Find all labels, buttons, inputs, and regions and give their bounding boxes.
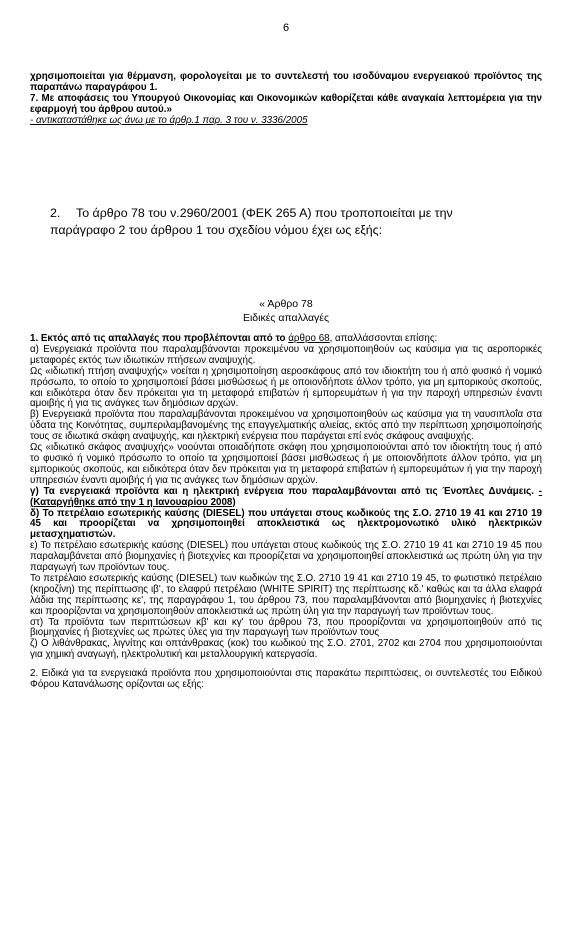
- item-g: ζ) Ο λιθάνθρακας, λιγνίτης και οπτάνθρακας (κοκ) του κωδικού της Σ.Ο. 2701, 2702 και 2704 που χρησιμοποιούνται για χημική αναγωγή, ηλεκτρολυτική και μεταλλουργική κατεργασία.: [30, 638, 542, 661]
- article-body: [30, 334, 542, 691]
- paragraph-7: 7. Με αποφάσεις του Υπουργού Οικονομίας και Οικονομικών καθορίζεται κάθε αναγκαία λεπτομέρεια για την εφαρμογή του άρθρου αυτού.»: [30, 92, 542, 115]
- paragraph-2: 2. Ειδικά για τα ενεργειακά προϊόντα που χρησιμοποιούνται στις παρακάτω περιπτώσεις, οι συντελεστές του Ειδικού Φόρου Κατανάλωσης ορίζονται ως εξής:: [30, 668, 542, 691]
- item-e: ε) Το πετρέλαιο εσωτερικής καύσης (DIESEL) που υπάγεται στους κωδικούς της Σ.Ο. 2710 19 41 και 2710 19 45 που παραλαμβάνεται από βιομηχανίες ή βιοτεχνίες και προορίζεται να χρησιμοποιηθεί αποκλειστικά ως πρώτη ύλη για την παραγωγή των προϊόντων τους.: [30, 540, 542, 574]
- paragraph-6-tail: χρησιμοποιείται για θέρμανση, φορολογείται με το συντελεστή του ισοδύναμου ενεργειακού προϊόντος της παραπάνω παραγράφου 1.: [30, 71, 542, 93]
- intro-paragraph: [50, 205, 520, 239]
- previous-article-tail: [30, 72, 542, 127]
- item-a-definition: Ως «ιδιωτική πτήση αναψυχής» νοείται η χρησιμοποίηση αεροσκάφους από τον ιδιοκτήτη του ή από φυσικό ή νομικό πρόσωπο, το οποίο το χρησιμοποιεί βάσει μισθώσεως ή με οποιονδήποτε άλλον τρόπο, για μη εμπορικούς σκοπούς, και ειδικότερα όταν δεν πρόκειται για τη μεταφορά επιβατών ή εμπορευμάτων ή για την παροχή υπηρεσιών έναντι αμοιβής ή για τις ανάγκες των δημόσιων αρχών.: [30, 365, 542, 410]
- item-c: γ) Τα ενεργειακά προϊόντα και η ηλεκτρική ενέργεια που παραλαμβάνονται από τις Ένοπλες Δυνάμεις. -(Καταργήθηκε από την 1 η Ιανουαρίου 2008): [30, 485, 542, 508]
- intro-number: 2.: [50, 206, 61, 220]
- item-e-continuation: Το πετρέλαιο εσωτερικής καύσης (DIESEL) των κωδικών της Σ.Ο. 2710 19 41 και 2710 19 45, το φωτιστικό πετρέλαιο (κηροζίνη) της περίπτωσης ιβ', το ελαφρύ πετρέλαιο (WHITE SPIRIT) της περίπτωσης κδ.' καθώς και τα άλλα ελαφρά λάδια της περίπτωσης κε', της παραγράφου 1, του άρθρου 73, που παραλαμβάνονται από βιομηχανίες ή βιοτεχνίες και προορίζονται να χρησιμοποιηθούν αποκλειστικά ως πρώτη ύλη για την παραγωγή των προϊόντων τους.: [30, 572, 542, 617]
- paragraph-1-intro: 1. Εκτός από τις απαλλαγές που προβλέπονται από το άρθρο 68, απαλλάσσονται επίσης:: [30, 333, 438, 344]
- page-number: 6: [282, 22, 290, 34]
- amendment-note: - αντικαταστάθηκε ως άνω με το άρθρ.1 παρ. 3 του ν. 3336/2005: [30, 114, 308, 126]
- intro-text: Το άρθρο 78 του ν.2960/2001 (ΦΕΚ 265 Α) που τροποποιείται με την παράγραφο 2 του άρθρου 1 του σχεδίου νόμου έχει ως εξής:: [50, 206, 453, 237]
- article-68-link[interactable]: άρθρο 68: [288, 333, 330, 344]
- article-title: « Άρθρο 78: [259, 298, 313, 310]
- article-subtitle: Ειδικές απαλλαγές: [242, 312, 330, 324]
- repeal-note: -(Καταργήθηκε από την 1 η Ιανουαρίου 2008): [30, 485, 542, 508]
- item-d: δ) Το πετρέλαιο εσωτερικής καύσης (DIESEL) που υπάγεται στους κωδικούς της Σ.Ο. 2710 19 41 και 2710 19 45 και προορίζεται να χρησιμοποιηθεί αποκλειστικά ως ηλεκτρομονωτικό υλικό ηλεκτρικών μετασχηματιστών.: [30, 507, 542, 541]
- item-a: α) Ενεργειακά προϊόντα που παραλαμβάνονται προκειμένου να χρησιμοποιηθούν ως καύσιμα για τις αεροπορικές μεταφορές εκτός των ιδιωτικών πτήσεων αναψυχής.: [30, 343, 542, 366]
- item-b-definition: Ως «ιδιωτικό σκάφος αναψυχής» νοούνται οποιαδήποτε σκάφη που χρησιμοποιούνται από τον ιδιοκτήτη τους ή από το φυσικό ή νομικό πρόσωπο το οποίο τα χρησιμοποιεί βάσει μισθώσεως ή με οποιονδήποτε άλλον τρόπο, για μη εμπορικούς σκοπούς, και ειδικότερα όταν δεν πρόκειται για τη μεταφορά επιβατών ή εμπορευμάτων ή για την παροχή υπηρεσιών έναντι αμοιβής ή για τις ανάγκες των δημόσιων αρχών.: [30, 442, 542, 486]
- item-f: στ) Τα προϊόντα των περιπτώσεων κβ' και κγ' του άρθρου 73, που προορίζονται να χρησιμοποιηθούν από τις βιομηχανίες ή βιοτεχνίες ως πρώτες ύλες για την παραγωγή των προϊόντων τους: [30, 616, 542, 639]
- item-b: β) Ενεργειακά προϊόντα που παραλαμβάνονται προκειμένου να χρησιμοποιηθούν ως καύσιμα για τη ναυσιπλοΐα στα ύδατα της Κοινότητας, συμπεριλαμβανομένης της επαγγελματικής αλιείας, εκτός από την περίπτωση χρησιμοποίησής τους σε ιδιωτικά σκάφη αναψυχής, και ηλεκτρική ενέργεια που παράγεται επί ενός σκάφους αναψυχής.: [30, 409, 542, 443]
